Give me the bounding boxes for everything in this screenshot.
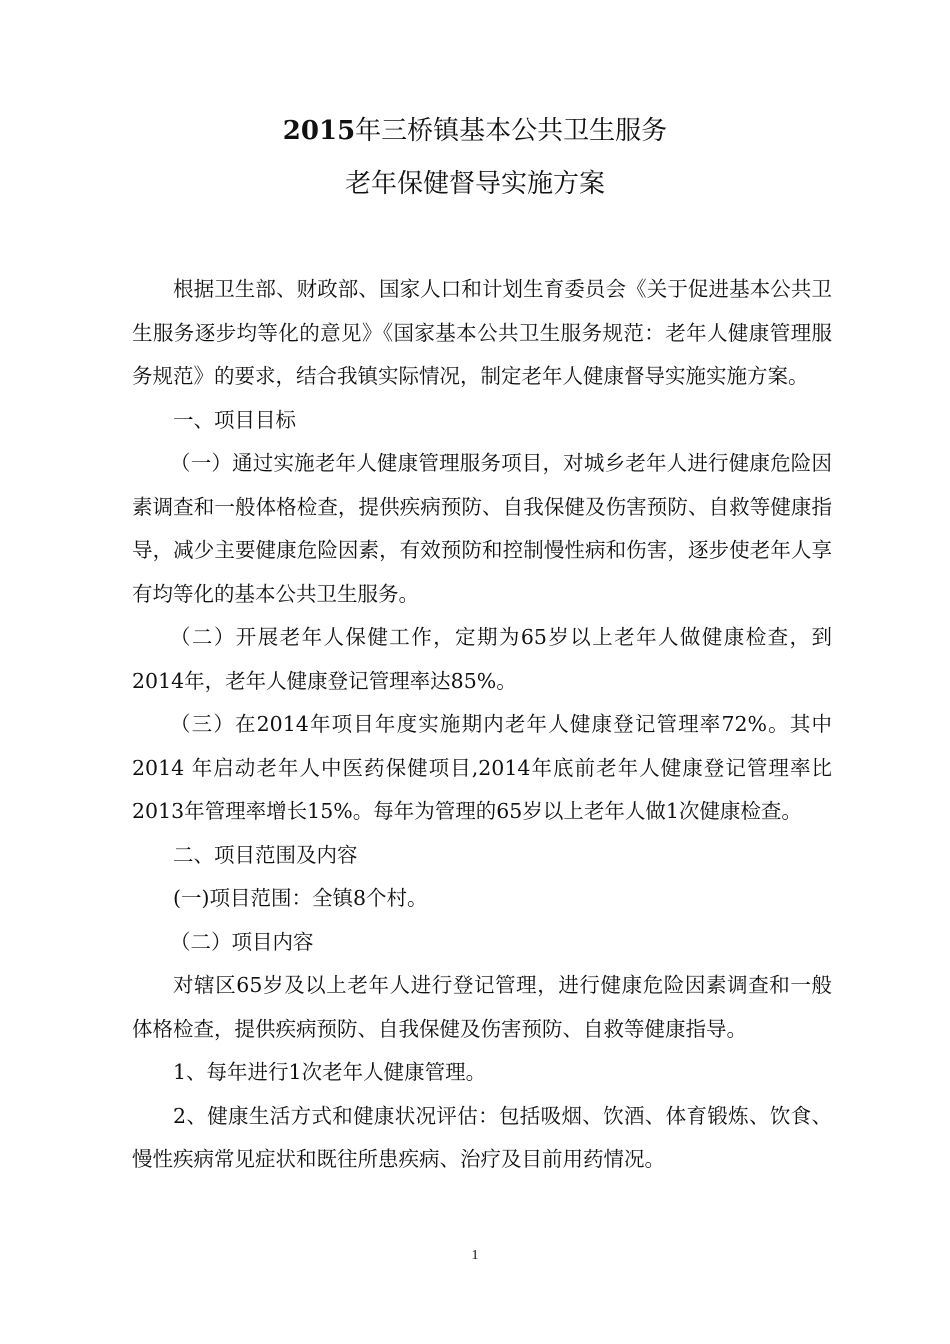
content-subheading: （二）项目内容: [170, 929, 314, 954]
document-title-line-2: 老年保健督导实施方案: [344, 169, 605, 199]
title-line-1-text: 年三桥镇基本公共卫生服务: [355, 116, 668, 146]
section-heading-scope: 二、项目范围及内容: [173, 842, 358, 867]
scope-paragraph: (一)项目范围：全镇8个村。: [173, 886, 428, 910]
document-title-line-1: [0, 114, 950, 148]
content-item-2: 2、健康生活方式和健康状况评估：包括吸烟、饮酒、体育锻炼、饮食、慢性疾病常见症状和既往所患疾病、治疗及目前用药情况。: [132, 1103, 832, 1171]
section-heading-objectives: 一、项目目标: [173, 407, 296, 432]
intro-paragraph: 根据卫生部、财政部、国家人口和计划生育委员会《关于促进基本公共卫生服务逐步均等化的意见》《国家基本公共卫生服务规范：老年人健康管理服务规范》的要求，结合我镇实际情况，制定老年人健康督导实施实施方案。: [132, 277, 832, 388]
page-number: 1: [471, 1248, 479, 1263]
objective-paragraph-1: （一）通过实施老年人健康管理服务项目，对城乡老年人进行健康危险因素调查和一般体格检查，提供疾病预防、自我保健及伤害预防、自救等健康指导，减少主要健康危险因素，有效预防和控制慢性病和伤害，逐步使老年人享有均等化的基本公共卫生服务。: [132, 451, 832, 606]
objective-paragraph-3: （三）在2014年项目年度实施期内老年人健康登记管理率72%。其中2014 年启动老年人中医药保健项目,2014年底前老年人健康登记管理率比2013年管理率增长15%。每年为管理的65岁以上老年人做1次健康检查。: [132, 712, 832, 823]
content-paragraph: 对辖区65岁及以上老年人进行登记管理，进行健康危险因素调查和一般体格检查，提供疾病预防、自我保健及伤害预防、自救等健康指导。: [132, 973, 832, 1041]
title-year: 2015: [282, 116, 356, 146]
document-body: [132, 268, 832, 1182]
content-item-1: 1、每年进行1次老年人健康管理。: [173, 1060, 487, 1084]
objective-paragraph-2: （二）开展老年人保健工作，定期为65岁以上老年人做健康检查，到2014年，老年人健康登记管理率达85%。: [132, 625, 832, 693]
